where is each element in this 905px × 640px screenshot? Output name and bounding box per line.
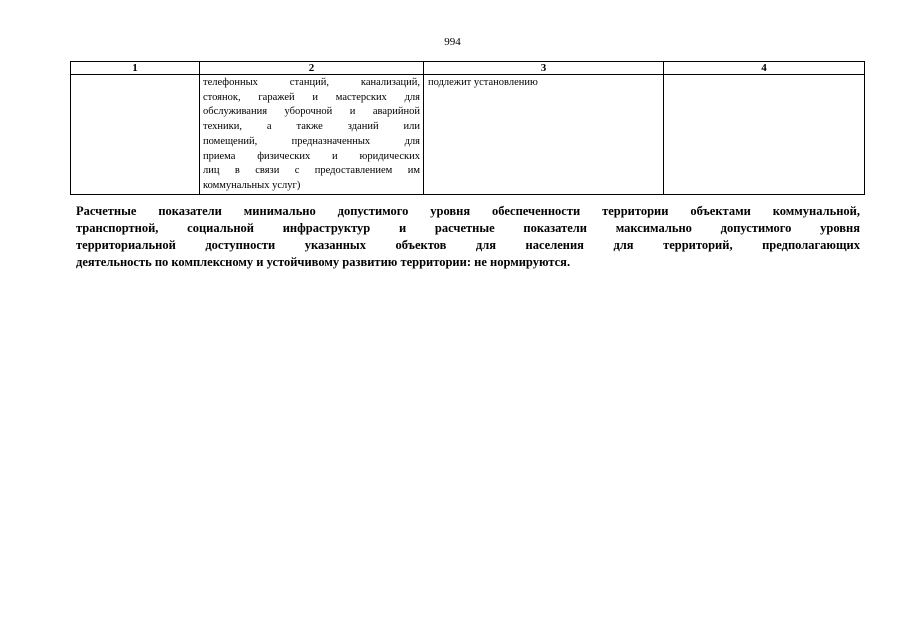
description-line: приема физических и юридических	[203, 150, 420, 162]
description-line: лиц в связи с предоставлением им	[203, 165, 420, 177]
summary-paragraph	[76, 203, 860, 271]
continuation-table	[70, 61, 865, 195]
cell-col-3	[424, 75, 664, 195]
description-line: стоянок, гаражей и мастерских для	[203, 91, 420, 103]
description-line: телефонных станций, канализаций,	[203, 77, 420, 88]
column-header-3: 3	[424, 62, 664, 75]
description-line: обслуживания уборочной и аварийной	[203, 106, 420, 118]
description-line: техники, а также зданий или	[203, 121, 420, 133]
description-line: помещений, предназначенных для	[203, 135, 420, 147]
summary-line: транспортной, социальной инфраструктур и расчетные показатели максимально допустимого уровня	[76, 221, 860, 235]
cell-col-1	[71, 75, 200, 195]
cell-col-4	[664, 75, 865, 195]
summary-line: территориальной доступности указанных объектов для населения для территорий, предполагающих	[76, 238, 860, 252]
column-header-1: 1	[71, 62, 200, 75]
table-header-row	[71, 62, 865, 75]
column-header-2: 2	[200, 62, 424, 75]
object-description	[200, 75, 423, 194]
table-row	[71, 75, 865, 195]
summary-line: Расчетные показатели минимально допустимого уровня обеспеченности территории объектами коммунальной,	[76, 204, 860, 218]
page-number: 994	[444, 36, 461, 48]
summary-line: деятельность по комплексному и устойчивому развитию территории: не нормируются.	[76, 255, 571, 269]
indicator-value: подлежит установлению	[428, 77, 538, 88]
description-line: коммунальных услуг)	[203, 179, 301, 191]
cell-col-2	[200, 75, 424, 195]
column-header-4: 4	[664, 62, 865, 75]
